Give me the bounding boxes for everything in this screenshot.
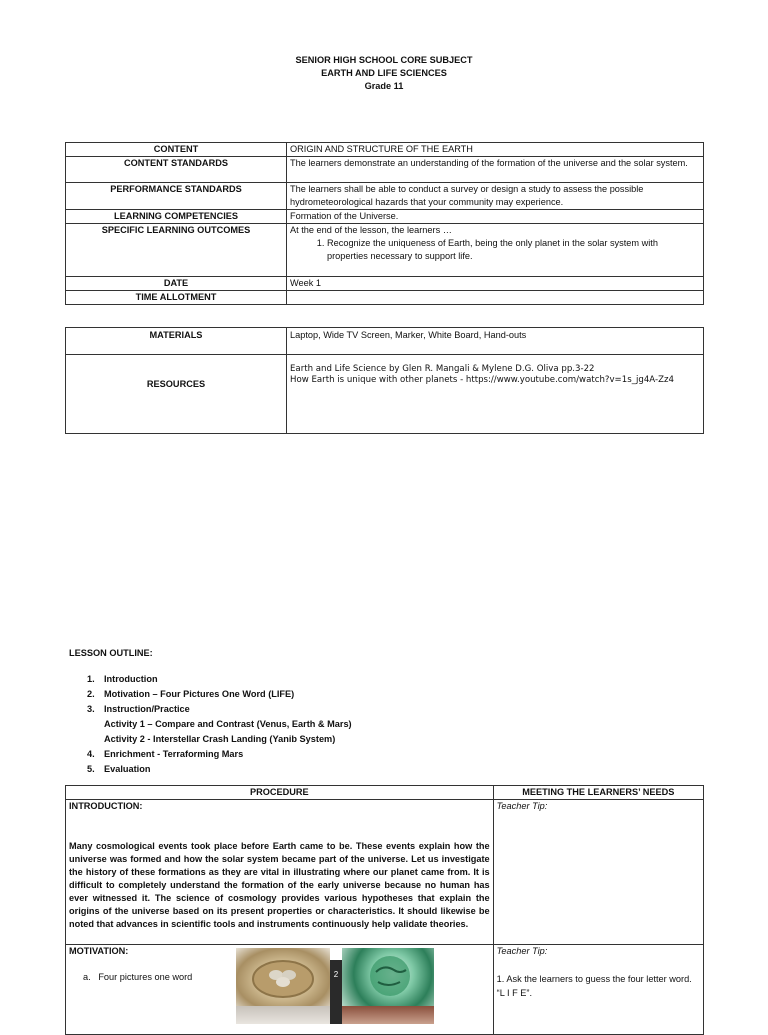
introduction-label: INTRODUCTION: <box>69 801 143 811</box>
document-header <box>0 54 768 93</box>
date-label: DATE <box>66 277 287 291</box>
header-line-3: Grade 11 <box>364 81 404 91</box>
picture-number-badge <box>330 960 342 1006</box>
date-value: Week 1 <box>287 277 704 291</box>
outline-subitem: Activity 1 – Compare and Contrast (Venus, Earth & Mars) <box>104 719 352 729</box>
teacher-tip-label: Teacher Tip: <box>496 801 548 811</box>
outcomes-list <box>290 237 700 263</box>
resources-value <box>287 355 704 434</box>
outline-item: 4. Enrichment - Terraforming Mars <box>87 749 244 759</box>
procedure-header: PROCEDURE <box>66 786 494 800</box>
introduction-tip-cell <box>493 800 703 945</box>
materials-label: MATERIALS <box>66 328 287 355</box>
specific-outcomes-value <box>287 224 704 277</box>
content-label: CONTENT <box>66 143 287 157</box>
picture-bird-nest <box>236 948 330 1006</box>
teacher-tip-label: Teacher Tip: <box>496 946 548 956</box>
outline-item: 3. Instruction/Practice <box>87 704 190 714</box>
resources-label: RESOURCES <box>66 355 287 434</box>
picture-bottom-left <box>236 1006 330 1024</box>
performance-standards-label: PERFORMANCE STANDARDS <box>66 183 287 210</box>
time-allotment-label: TIME ALLOTMENT <box>66 291 287 305</box>
content-standards-value: The learners demonstrate an understanding of the formation of the universe and the solar system. <box>287 157 704 183</box>
picture-number-2: 2 <box>333 970 339 979</box>
materials-value: Laptop, Wide TV Screen, Marker, White Board, Hand-outs <box>287 328 704 355</box>
globe-icon <box>342 948 434 1006</box>
picture-bottom-divider <box>330 1006 342 1024</box>
resource-video-link[interactable]: How Earth is unique with other planets - https://www.youtube.com/watch?v=1s_jg4A-Zz4 <box>290 375 674 385</box>
outline-item: 2. Motivation – Four Pictures One Word (LIFE) <box>87 689 295 699</box>
introduction-text: Many cosmological events took place before Earth came to be. These events explain how the universe was formed and how the solar system became part of the universe. Let us investigate the history of these formations as they are vital in illustrating where our planet came from. It is difficult to completely understand the formation of the early universe because no human has ever witnessed it. The science of cosmology provides various hypotheses that explain the origins of the universe based on its present properties or characteristics. It should likewise be noted that advances in scientific tools and instruments continuously help validate theories. <box>69 841 490 929</box>
outline-subitem: Activity 2 - Interstellar Crash Landing (Yanib System) <box>104 734 336 744</box>
motivation-tip-cell <box>493 945 703 1035</box>
learning-competencies-value: Formation of the Universe. <box>287 210 704 224</box>
nest-eggs-icon <box>236 948 330 1006</box>
learners-needs-header: MEETING THE LEARNERS’ NEEDS <box>493 786 703 800</box>
outline-item: 1. Introduction <box>87 674 158 684</box>
outcome-item: 1. Recognize the uniqueness of Earth, being the only planet in the solar system with properties necessary to support life. <box>327 237 700 263</box>
outcomes-intro: At the end of the lesson, the learners … <box>290 225 452 235</box>
content-value: ORIGIN AND STRUCTURE OF THE EARTH <box>287 143 704 157</box>
outline-item: 5. Evaluation <box>87 764 151 774</box>
resource-book: Earth and Life Science by Glen R. Mangali & Mylene D.G. Oliva pp.3-22 <box>290 364 595 374</box>
picture-green-globe-cup <box>342 948 434 1006</box>
lesson-outline-list <box>87 672 352 777</box>
header-line-1: SENIOR HIGH SCHOOL CORE SUBJECT <box>295 55 473 65</box>
time-allotment-value <box>287 291 704 305</box>
picture-bottom-right <box>342 1006 434 1024</box>
learning-competencies-label: LEARNING COMPETENCIES <box>66 210 287 224</box>
motivation-label: MOTIVATION: <box>69 946 129 956</box>
motivation-item: a. Four pictures one word <box>83 972 193 982</box>
header-line-2: EARTH AND LIFE SCIENCES <box>321 68 447 78</box>
motivation-tip-text: 1. Ask the learners to guess the four letter word. “L I F E”. <box>496 974 692 998</box>
introduction-cell <box>66 800 494 945</box>
performance-standards-value: The learners shall be able to conduct a survey or design a study to assess the possible hydrometeorological hazards that your community may experience. <box>287 183 704 210</box>
info-table <box>65 142 704 305</box>
specific-outcomes-label: SPECIFIC LEARNING OUTCOMES <box>66 224 287 277</box>
materials-table <box>65 327 704 434</box>
content-standards-label: CONTENT STANDARDS <box>66 157 287 183</box>
lesson-outline-title: LESSON OUTLINE: <box>69 648 153 658</box>
